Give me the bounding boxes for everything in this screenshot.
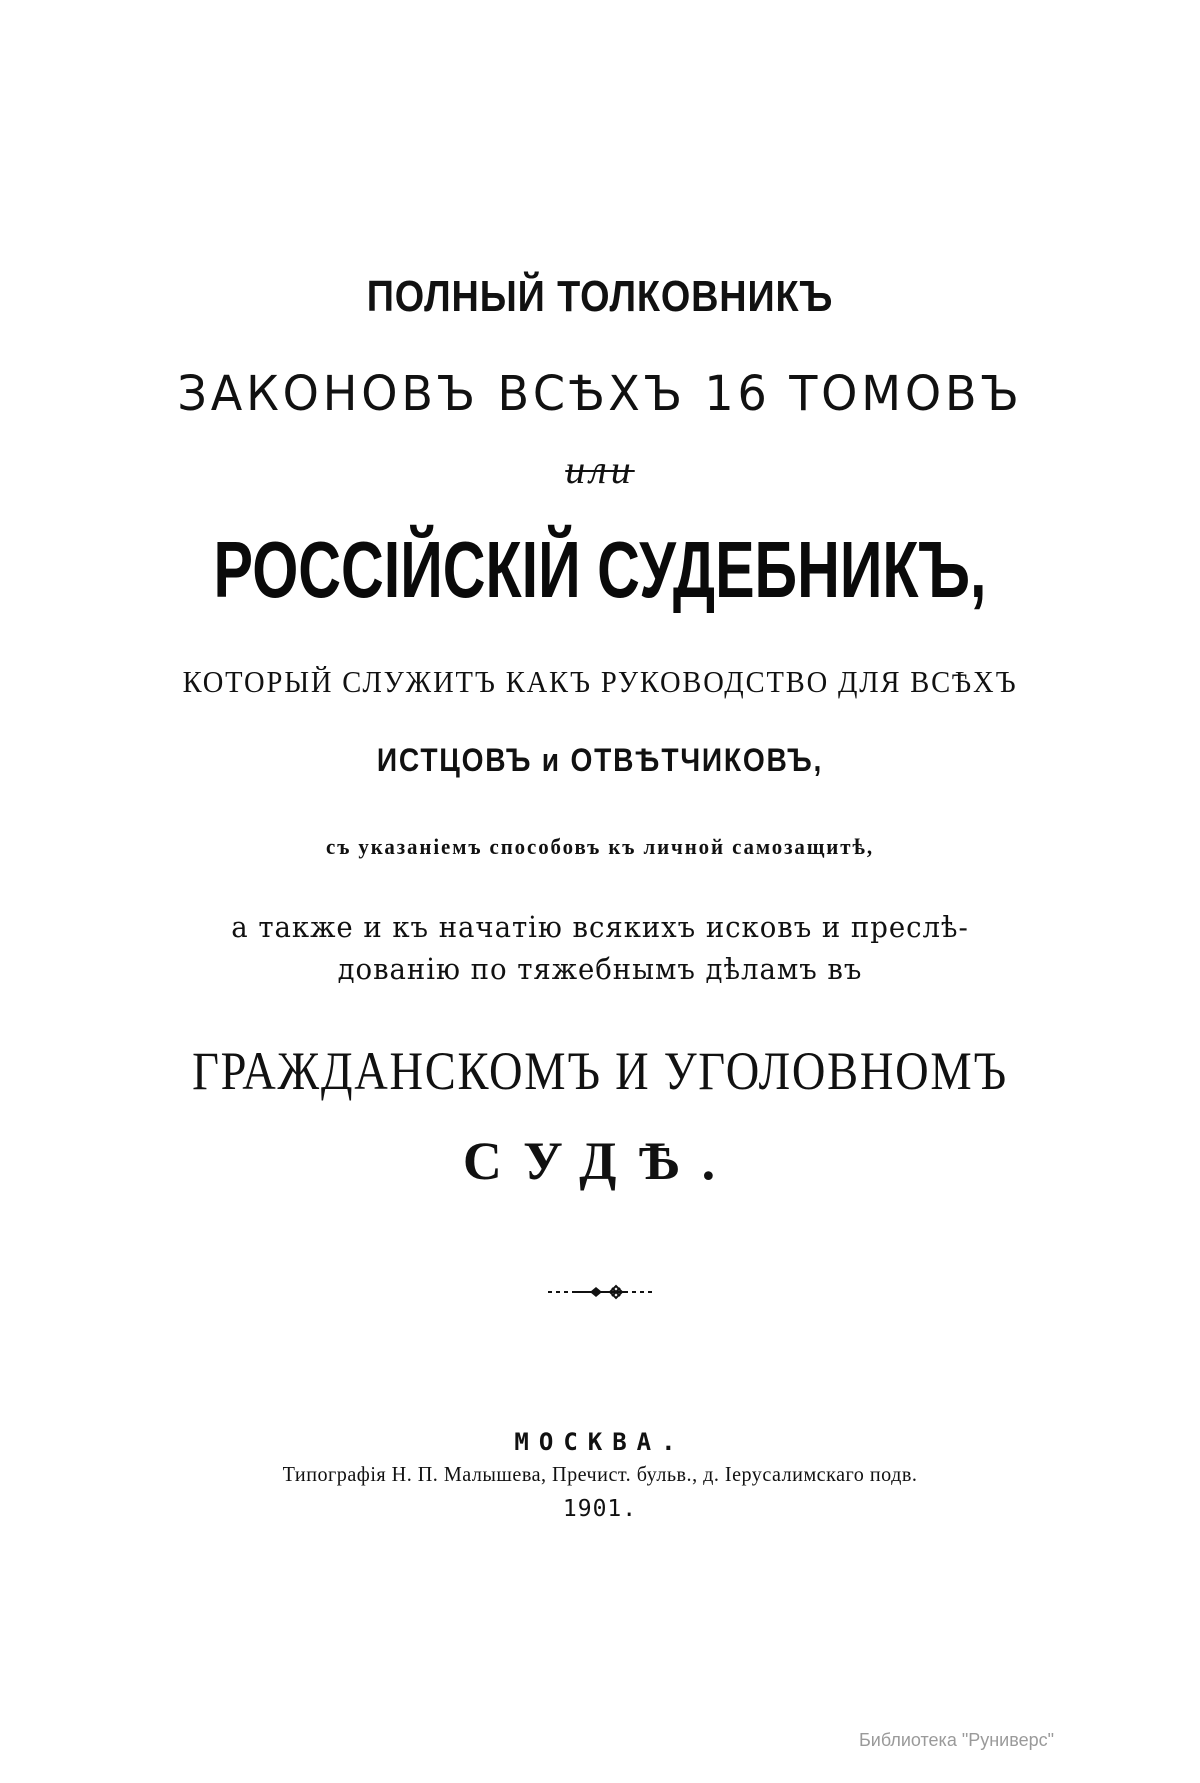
court-line-2: СУДѢ. (462, 1131, 738, 1191)
body-line-2: дованію по тяжебнымъ дѣламъ въ (337, 952, 863, 986)
body-line-1: а также и къ начатію всякихъ исковъ и преслѣ- (231, 910, 969, 944)
subtitle-line-2: ИСТЦОВЪ и ОТВѢТЧИКОВЪ, (376, 742, 824, 778)
court-line-1: ГРАЖДАНСКОМЪ И УГОЛОВНОМЪ (192, 1041, 1008, 1101)
ornament-divider-icon (546, 1282, 654, 1302)
title-line-2: ЗАКОНОВЪ ВСѢХЪ 16 ТОМОВЪ (177, 366, 1023, 422)
subtitle-line-3: съ указаніемъ способовъ къ личной самозащитѣ, (326, 834, 874, 859)
main-title: РОССІЙСКІЙ СУДЕБНИКЪ, (213, 525, 987, 614)
library-watermark: Библиотека "Руниверс" (858, 1730, 1054, 1750)
title-conjunction: или (565, 447, 635, 492)
title-line-1: ПОЛНЫЙ ТОЛКОВНИКЪ (366, 272, 834, 321)
imprint-printer: Типографія Н. П. Малышева, Пречист. бульв., д. Іерусалимскаго подв. (282, 1462, 918, 1486)
subtitle-line-1: КОТОРЫЙ СЛУЖИТЪ КАКЪ РУКОВОДСТВО ДЛЯ ВСѢХЪ (182, 664, 1018, 699)
imprint-year: 1901. (562, 1496, 638, 1522)
imprint-city: МОСКВА. (514, 1428, 686, 1456)
